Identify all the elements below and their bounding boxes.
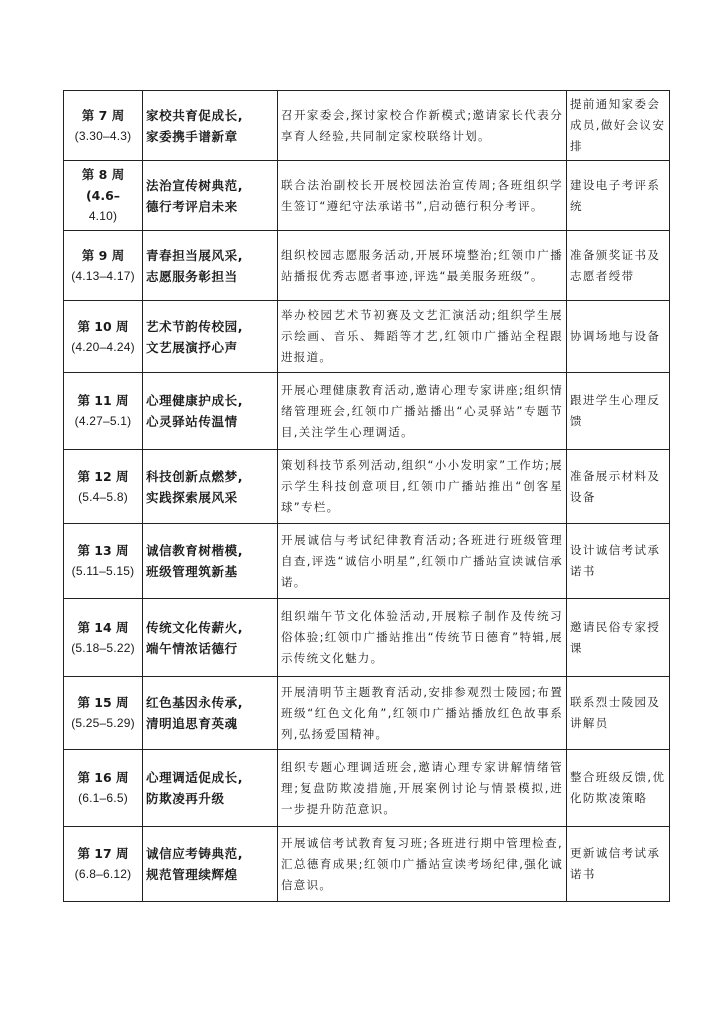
theme-line-1: 传统文化传薪火, [146, 619, 244, 635]
table-row [64, 524, 670, 599]
week-cell [64, 677, 143, 750]
theme-cell [143, 750, 278, 827]
week-dates: (4.27–5.1) [74, 414, 132, 428]
activity-content: 开展诚信与考试纪律教育活动;各班进行班级管理自查,评选“诚信小明星”,红领巾广播站宣读诚信承诺。 [278, 524, 567, 599]
theme-line-2: 文艺展演抒心声 [146, 339, 238, 355]
week-label: 第 12 周 [77, 468, 129, 484]
table-row [64, 91, 670, 161]
theme-line-2: 班级管理筑新基 [146, 564, 238, 579]
table-row [64, 301, 670, 373]
preparation-note: 设计诚信考试承诺书 [567, 524, 670, 599]
theme-line-1: 法治宣传树典范, [146, 177, 244, 193]
week-cell [64, 599, 143, 677]
week-label: 第 9 周 [81, 247, 125, 263]
table-row [64, 599, 670, 677]
preparation-note: 更新诚信考试承诺书 [567, 827, 670, 902]
activity-content: 开展诚信考试教育复习班;各班进行期中管理检查,汇总德育成果;红领巾广播站宣读考场纪律,强化诚信意识。 [278, 827, 567, 902]
activity-content: 开展清明节主题教育活动,安排参观烈士陵园;布置班级“红色文化角”,红领巾广播站播放红色故事系列,弘扬爱国精神。 [278, 677, 567, 750]
preparation-note: 准备颁奖证书及志愿者绶带 [567, 231, 670, 301]
theme-cell [143, 524, 278, 599]
week-cell [64, 301, 143, 373]
week-dates: (5.25–5.29) [71, 716, 135, 730]
week-dates: (4.13–4.17) [71, 268, 135, 283]
theme-line-2: 规范管理续辉煌 [146, 867, 238, 882]
preparation-note: 联系烈士陵园及讲解员 [567, 677, 670, 750]
activity-content: 组织专题心理调适班会,邀请心理专家讲解情绪管理;复盘防欺凌措施,开展案例讨论与情景模拟,进一步提升防范意识。 [278, 750, 567, 827]
theme-cell [143, 450, 278, 524]
week-cell [64, 231, 143, 301]
theme-line-1: 青春担当展风采, [146, 247, 244, 263]
table-row [64, 827, 670, 902]
theme-line-1: 科技创新点燃梦, [146, 468, 244, 484]
theme-line-1: 心理调适促成长, [146, 770, 244, 785]
theme-line-2: 志愿服务彰担当 [146, 268, 238, 284]
week-label: 第 16 周 [77, 770, 129, 785]
theme-cell [143, 301, 278, 373]
preparation-note: 邀请民俗专家授课 [567, 599, 670, 677]
week-dates: (5.4–5.8) [78, 489, 128, 504]
week-dates: (4.20–4.24) [71, 339, 135, 354]
week-label: 第 15 周 [77, 695, 129, 710]
week-label: 第 7 周 [81, 107, 125, 123]
preparation-note: 提前通知家委会成员,做好会议安排 [567, 91, 670, 161]
week-label: 第 14 周 [77, 619, 129, 635]
week-label: 第 13 周 [77, 543, 129, 558]
theme-cell [143, 677, 278, 750]
theme-line-2: 实践探索展风采 [146, 489, 238, 505]
theme-line-2: 心灵驿站传温情 [146, 414, 238, 429]
preparation-note: 建设电子考评系统 [567, 161, 670, 231]
theme-line-1: 诚信教育树楷模, [146, 543, 244, 558]
theme-line-1: 红色基因永传承, [146, 695, 244, 710]
table-row [64, 750, 670, 827]
week-dates: (5.11–5.15) [71, 564, 135, 578]
table-row [64, 450, 670, 524]
activity-content: 开展心理健康教育活动,邀请心理专家讲座;组织情绪管理班会,红领巾广播站播出“心灵驿站”专题节目,关注学生心理调适。 [278, 373, 567, 450]
week-dates: (6.1–6.5) [78, 791, 128, 805]
activity-content: 联合法治副校长开展校园法治宣传周;各班组织学生签订“遵纪守法承诺书”,启动德行积分考评。 [278, 161, 567, 231]
week-cell [64, 750, 143, 827]
theme-line-1: 艺术节韵传校园, [146, 318, 244, 334]
activity-content: 举办校园艺术节初赛及文艺汇演活动;组织学生展示绘画、音乐、舞蹈等才艺,红领巾广播站全程跟进报道。 [278, 301, 567, 373]
table-row [64, 677, 670, 750]
theme-line-2: 清明追思育英魂 [146, 716, 238, 731]
theme-cell [143, 91, 278, 161]
week-dates: (3.30–4.3) [74, 128, 132, 143]
theme-line-1: 家校共育促成长, [146, 107, 244, 123]
weekly-plan-body [64, 91, 670, 902]
theme-cell [143, 599, 278, 677]
activity-content: 组织校园志愿服务活动,开展环境整治;红领巾广播站播报优秀志愿者事迹,评选“最美服务班级”。 [278, 231, 567, 301]
theme-line-2: 家委携手谱新章 [146, 128, 238, 144]
week-dates: 4.10) [88, 209, 118, 223]
weekly-plan-table [63, 90, 670, 902]
week-cell [64, 161, 143, 231]
week-cell [64, 827, 143, 902]
theme-line-2: 德行考评启未来 [146, 198, 238, 214]
week-dates: (6.8–6.12) [74, 867, 132, 881]
table-row [64, 231, 670, 301]
theme-cell [143, 231, 278, 301]
theme-line-2: 防欺凌再升级 [146, 791, 225, 806]
week-label: 第 17 周 [77, 846, 129, 861]
theme-line-1: 诚信应考铸典范, [146, 846, 244, 861]
week-dates: (5.18–5.22) [71, 640, 135, 655]
week-cell [64, 91, 143, 161]
week-cell [64, 524, 143, 599]
week-cell [64, 373, 143, 450]
week-label: 第 11 周 [77, 393, 129, 408]
theme-line-1: 心理健康护成长, [146, 393, 244, 408]
theme-cell [143, 373, 278, 450]
theme-cell [143, 827, 278, 902]
preparation-note: 整合班级反馈,优化防欺凌策略 [567, 750, 670, 827]
table-row [64, 373, 670, 450]
preparation-note: 跟进学生心理反馈 [567, 373, 670, 450]
activity-content: 策划科技节系列活动,组织“小小发明家”工作坊;展示学生科技创意项目,红领巾广播站推出“创客星球”专栏。 [278, 450, 567, 524]
week-label: 第 10 周 [77, 318, 129, 334]
activity-content: 组织端午节文化体验活动,开展粽子制作及传统习俗体验;红领巾广播站推出“传统节日德育”特辑,展示传统文化魅力。 [278, 599, 567, 677]
activity-content: 召开家委会,探讨家校合作新模式;邀请家长代表分享育人经验,共同制定家校联络计划。 [278, 91, 567, 161]
theme-line-2: 端午情浓话德行 [146, 640, 238, 656]
theme-cell [143, 161, 278, 231]
preparation-note: 协调场地与设备 [567, 301, 670, 373]
table-row [64, 161, 670, 231]
week-label: 第 8 周(4.6– [81, 167, 125, 203]
week-cell [64, 450, 143, 524]
preparation-note: 准备展示材料及设备 [567, 450, 670, 524]
